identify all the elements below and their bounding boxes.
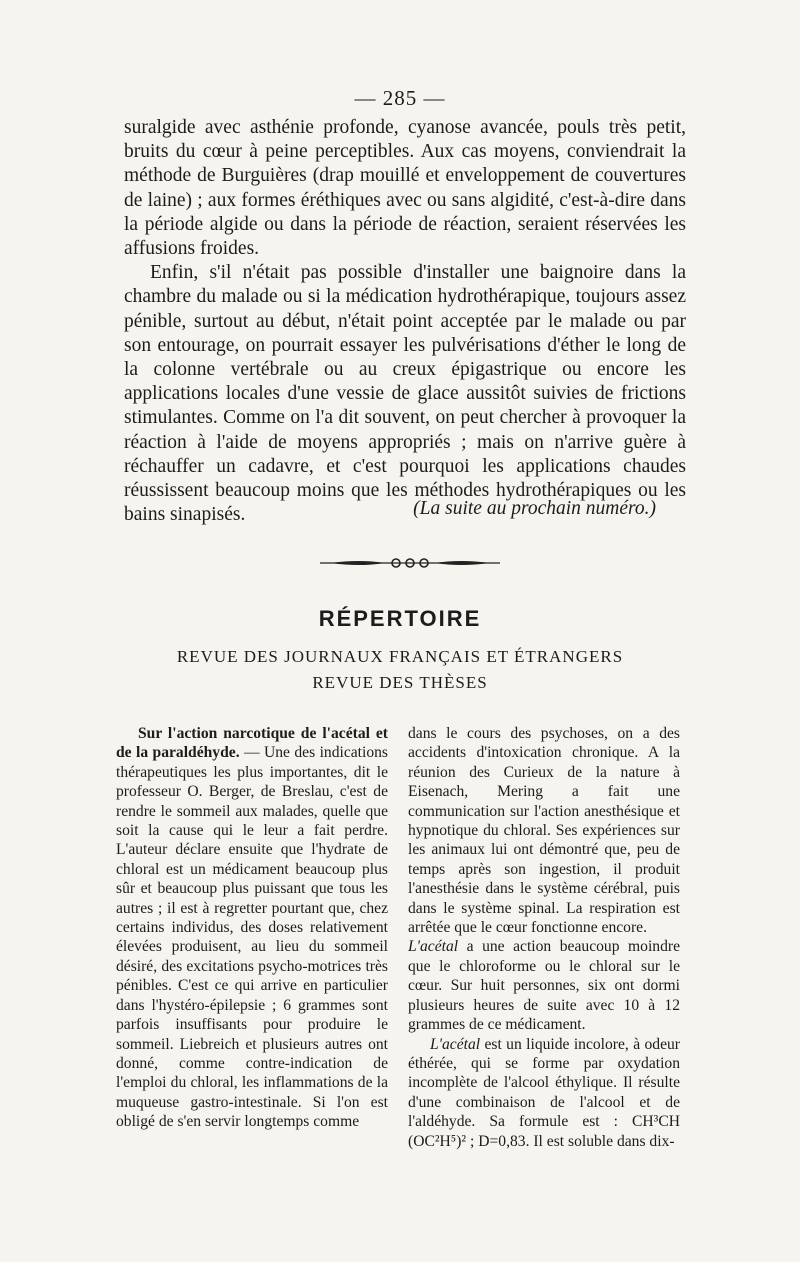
ornament-divider	[300, 556, 520, 570]
section-subtitle: REVUE DES JOURNAUX FRANÇAIS ET ÉTRANGERS	[176, 647, 624, 666]
paragraph: Enfin, s'il n'était pas possible d'installer une baignoire dans la chambre du malade ou si la médication hydrothérapique, toujours assez pénible, surtout au début, n'était point acceptée par le malade ou par son entourage, on pourrait essayer les pulvérisations d'éther le long de la colonne vertébrale ou au creux épigastrique ou encore les applications locales d'une vessie de glace aussitôt suivies de frictions stimulantes. Comme on l'a dit souvent, on peut chercher à provoquer la réaction à l'aide de moyens appropriés ; mais on n'arrive guère à réchauffer un cadavre, et c'est pourquoi les applications chaudes réussissent beaucoup moins que les méthodes hydrothérapiques ou les bains sinapisés.	[124, 262, 686, 526]
article-paragraph	[408, 1035, 680, 1151]
section-title: RÉPERTOIRE	[318, 606, 482, 631]
left-column	[116, 724, 388, 1132]
article-title: Sur l'action narcotique de l'acétal et de la paraldéhyde.	[116, 725, 388, 762]
article-text: est un liquide incolore, à odeur éthérée, qui se forme par oxydation incomplète de l'alcool éthylique. Il résulte d'une combinaison de l'alcool et de l'aldéhyde. Sa formule est : CH³CH (OC²H⁵)² ; D=0,83. Il est soluble dans dix-	[408, 1035, 680, 1150]
article-text: a une action beaucoup moindre que le chloroforme ou le chloral sur le cœur. Sur huit personnes, six ont dormi plusieurs heures de suite avec 10 à 12 grammes de ce médicament.	[408, 938, 680, 1034]
article-paragraph	[116, 724, 388, 1132]
section-subtitle-theses: REVUE DES THÈSES	[312, 673, 488, 692]
right-column	[408, 724, 680, 1151]
continued-article-text	[124, 116, 686, 527]
article-paragraph	[408, 937, 680, 1034]
term: L'acétal	[408, 938, 459, 956]
continuation-note: (La suite au prochain numéro.)	[413, 498, 656, 519]
article-paragraph: dans le cours des psychoses, on a des accidents d'intoxication chronique. A la réunion des Curieux de la nature à Eisenach, Mering a fait une communication sur l'action anesthésique et hypnotique du chloral. Ses expériences sur les animaux lui ont démontré que, peu de temps après son ingestion, il produit l'anesthésie dans le système cérébral, puis dans le système spinal. La respiration est arrêtée que le cœur fonctionne encore.	[408, 725, 680, 937]
page-number: — 285 —	[354, 86, 446, 110]
term: L'acétal	[430, 1035, 481, 1053]
paragraph: suralgide avec asthénie profonde, cyanose avancée, pouls très petit, bruits du cœur à peine perceptibles. Aux cas moyens, conviendrait la méthode de Burguières (drap mouillé et enveloppement de couvertures de laine) ; aux formes éréthiques avec ou sans algidité, c'est-à-dire dans la période algide ou dans la période de réaction, seraient réservées les affusions froides.	[124, 117, 686, 260]
article-text: — Une des indications thérapeutiques les plus importantes, dit le professeur O. Berger, de Breslau, c'est de rendre le sommeil aux malades, quelle que soit la cause qui le leur a fait perdre. L'auteur déclare ensuite que l'hydrate de chloral est un médicament beaucoup plus sûr et beaucoup plus puissant que tous les autres ; il est à regretter pourtant que, chez certains individus, des doses relativement élevées produisent, au lieu du sommeil désiré, des excitations psycho-motrices très pénibles. C'est ce qui arrive en particulier dans l'hystéro-épilepsie ; 6 grammes sont parfois insuffisants pour produire le sommeil. Liebreich et plusieurs autres ont donné, comme contre-indication de l'emploi du chloral, les inflammations de la muqueuse gastro-intestinale. Si l'on est obligé de s'en servir longtemps comme	[116, 744, 388, 1131]
